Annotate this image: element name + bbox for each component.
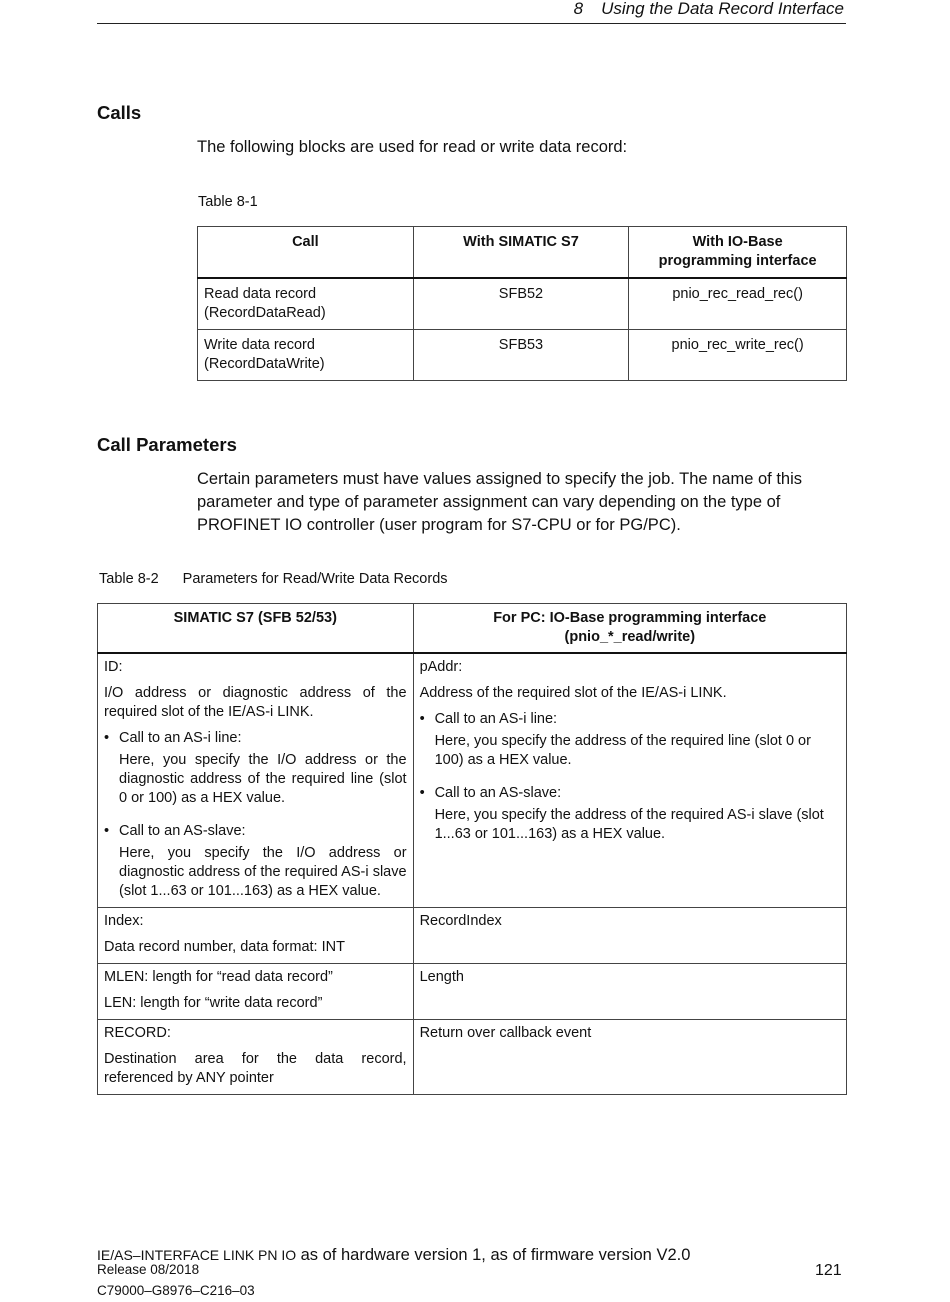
cell-s7: SFB52 (413, 278, 629, 330)
calls-heading: Calls (97, 102, 142, 123)
table-row (98, 653, 847, 908)
footer-release: Release 08/2018 (97, 1262, 200, 1277)
call-parameters-heading: Call Parameters (97, 434, 237, 455)
col-header-call: Call (198, 227, 414, 279)
page-number: 121 (815, 1262, 842, 1279)
table-row (198, 278, 847, 330)
call-parameters-intro: Certain parameters must have values assigned to specify the job. The name of this parameter and type of parameter assignment can vary depending on the type of PROFINET IO controller (user program for S7-CPU or for PG/PC). (197, 470, 803, 534)
parameters-table (97, 603, 847, 1095)
table-header-row (198, 227, 847, 279)
running-header (574, 0, 844, 19)
cell-id: ID: I/O address or diagnostic address of the required slot of the IE/AS-i LINK. • Call to an AS-i line: Here, you specify the I/O address or the diagnostic address of the required line (slot 0 or 100) as a HEX value. • Call to an AS-slave: Here, you specify the I/O address or diagnostic address of the required AS-i slave (slot 1...63 or 101...163) as a HEX value. (98, 653, 414, 908)
cell-call: Write data record (RecordDataWrite) (198, 330, 414, 381)
table-row (98, 908, 847, 964)
footer-product: IE/AS–INTERFACE LINK PN IO (97, 1247, 297, 1263)
table-header-row (98, 604, 847, 654)
table-row (98, 1020, 847, 1095)
list-item: • Call to an AS-i line: Here, you specify the I/O address or the diagnostic address of the required line (slot 0 or 100) as a HEX value. (104, 730, 407, 806)
table-title: Parameters for Read/Write Data Records (182, 571, 448, 587)
table-row (198, 330, 847, 381)
cell-call: Read data record (RecordDataRead) (198, 278, 414, 330)
table-8-2-caption (99, 571, 448, 587)
table-8-1-caption: Table 8-1 (198, 194, 258, 210)
calls-intro: The following blocks are used for read or write data record: (197, 138, 628, 156)
cell-paddr: pAddr: Address of the required slot of the IE/AS-i LINK. • Call to an AS-i line: Here, you specify the address of the required line (slot 0 or 100) as a HEX value. • Call to an AS-slave: Here, you specify the address of the required AS-i slave (slot 1...63 or 101...163) as a HEX value. (413, 653, 846, 908)
cell-record: RECORD: Destination area for the data record, referenced by ANY pointer (98, 1020, 414, 1095)
cell-iobase: pnio_rec_read_rec() (629, 278, 847, 330)
table-number: Table 8-2 (99, 571, 159, 587)
footer-order-code: C79000–G8976–C216–03 (97, 1283, 255, 1298)
col-header-simatic: With SIMATIC S7 (413, 227, 629, 279)
list-item: • Call to an AS-slave: Here, you specify the address of the required AS-i slave (slot 1...63 or 101...163) as a HEX value. (419, 785, 824, 842)
cell-callback: Return over callback event (413, 1020, 846, 1095)
col-header-pc: For PC: IO-Base programming interface (pnio_*_read/write) (413, 604, 846, 654)
list-item: • Call to an AS-slave: Here, you specify the I/O address or diagnostic address of the required AS-i slave (slot 1...63 or 101...163) as a HEX value. (104, 823, 407, 899)
col-header-iobase: With IO-Base programming interface (629, 227, 847, 279)
cell-index: Index: Data record number, data format: INT (98, 908, 414, 964)
cell-length: Length (413, 964, 846, 1020)
cell-s7: SFB53 (413, 330, 629, 381)
chapter-title: Using the Data Record Interface (601, 0, 844, 18)
cell-recordindex: RecordIndex (413, 908, 846, 964)
chapter-number: 8 (573, 0, 584, 18)
footer-version: as of hardware version 1, as of firmware version V2.0 (300, 1246, 691, 1264)
table-row (98, 964, 847, 1020)
list-item: • Call to an AS-i line: Here, you specify the address of the required line (slot 0 or 100) as a HEX value. (419, 711, 811, 768)
cell-iobase: pnio_rec_write_rec() (629, 330, 847, 381)
col-header-simatic: SIMATIC S7 (SFB 52/53) (98, 604, 414, 654)
cell-mlen: MLEN: length for “read data record” LEN: length for “write data record” (98, 964, 414, 1020)
header-rule (97, 23, 846, 24)
calls-table (197, 226, 847, 381)
